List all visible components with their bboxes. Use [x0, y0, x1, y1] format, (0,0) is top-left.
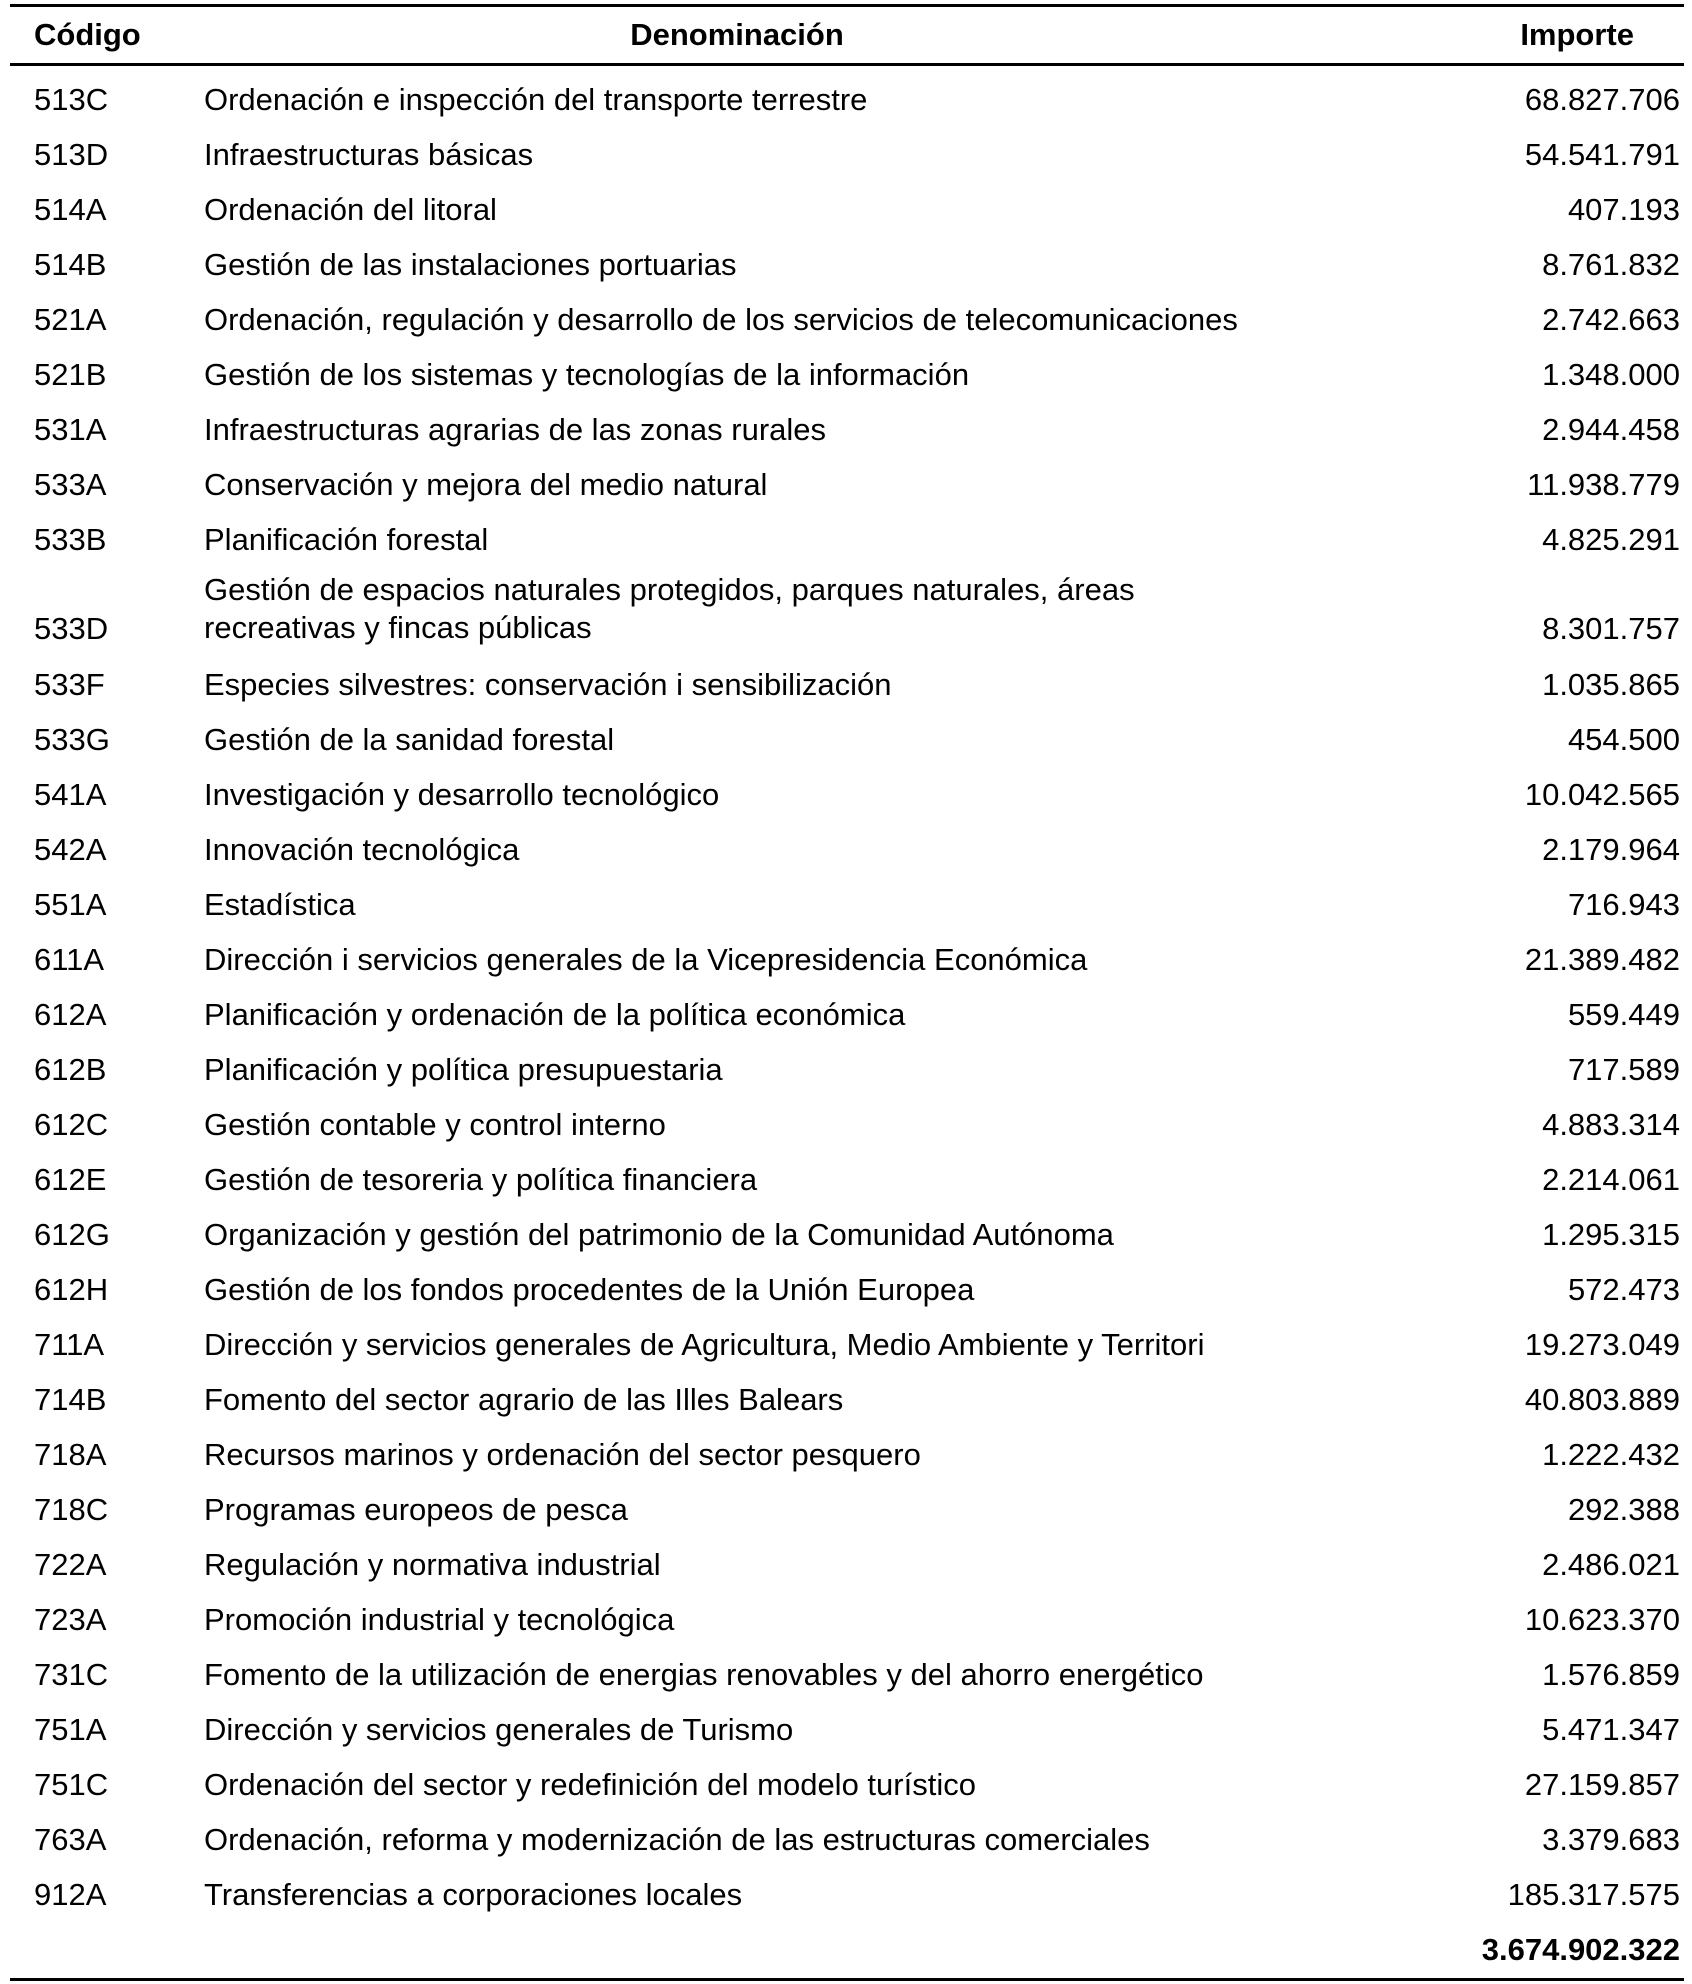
row-amount: 716.943	[1567, 886, 1680, 922]
table-row	[10, 877, 1684, 932]
row-name: Investigación y desarrollo tecnológico	[204, 776, 720, 812]
row-code: 723A	[34, 1601, 107, 1637]
row-name: Dirección i servicios generales de la Vicepresidencia Económica	[204, 941, 1088, 977]
row-name: Gestión de los fondos procedentes de la Unión Europea	[204, 1271, 975, 1307]
row-name: Dirección y servicios generales de Agricultura, Medio Ambiente y Territori	[204, 1326, 1205, 1362]
table-row	[10, 1372, 1684, 1427]
row-name: Ordenación, reforma y modernización de las estructuras comerciales	[204, 1821, 1150, 1857]
row-code: 612E	[34, 1161, 107, 1197]
row-name: Gestión de los sistemas y tecnologías de la información	[204, 356, 970, 392]
table-row	[10, 512, 1684, 567]
table-footer	[10, 1922, 1684, 1980]
table-row	[10, 657, 1684, 712]
row-name: Gestión de las instalaciones portuarias	[204, 246, 737, 282]
row-amount: 4.883.314	[1542, 1106, 1680, 1142]
row-amount: 1.576.859	[1542, 1656, 1680, 1692]
row-code: 751C	[34, 1766, 109, 1802]
row-code: 714B	[34, 1381, 107, 1417]
row-code: 533A	[34, 466, 107, 502]
table-row	[10, 932, 1684, 987]
table-row	[10, 1207, 1684, 1262]
row-code: 513D	[34, 136, 109, 172]
row-name: Planificación forestal	[204, 521, 489, 557]
row-code: 763A	[34, 1821, 107, 1857]
table-row	[10, 567, 1684, 657]
row-name: Organización y gestión del patrimonio de la Comunidad Autónoma	[204, 1216, 1114, 1252]
row-code: 542A	[34, 831, 107, 867]
row-amount: 1.222.432	[1542, 1436, 1680, 1472]
row-name: Ordenación del litoral	[204, 191, 497, 227]
row-code: 541A	[34, 776, 107, 812]
header-row	[10, 6, 1684, 65]
table-row	[10, 1867, 1684, 1922]
total-spacer-name	[180, 1922, 1294, 1980]
row-code: 514B	[34, 246, 107, 282]
row-amount: 5.471.347	[1542, 1711, 1680, 1747]
row-name: Ordenación del sector y redefinición del modelo turístico	[204, 1766, 976, 1802]
row-name	[180, 567, 1294, 657]
row-name: Conservación y mejora del medio natural	[204, 466, 768, 502]
row-amount: 572.473	[1567, 1271, 1680, 1307]
row-name: Estadística	[204, 886, 356, 922]
row-code: 611A	[34, 941, 105, 977]
header-name: Denominación	[180, 6, 1294, 65]
table-row	[10, 65, 1684, 128]
table-row	[10, 1427, 1684, 1482]
row-name: Gestión de tesoreria y política financiera	[204, 1161, 758, 1197]
row-amount: 2.742.663	[1542, 301, 1680, 337]
row-amount: 40.803.889	[1524, 1381, 1680, 1417]
table-header	[10, 6, 1684, 65]
row-code: 533F	[34, 666, 105, 702]
row-amount: 8.301.757	[1542, 610, 1680, 646]
row-name: Regulación y normativa industrial	[204, 1546, 661, 1582]
row-code: 912A	[34, 1876, 107, 1912]
table-row	[10, 457, 1684, 512]
table-row	[10, 1262, 1684, 1317]
table-row	[10, 712, 1684, 767]
row-amount: 4.825.291	[1542, 521, 1680, 557]
row-code: 533D	[34, 610, 109, 646]
row-name: Transferencias a corporaciones locales	[204, 1876, 743, 1912]
table-row	[10, 987, 1684, 1042]
row-code: 612G	[34, 1216, 110, 1252]
total-amount: 3.674.902.322	[1294, 1922, 1684, 1980]
row-amount: 1.035.865	[1542, 666, 1680, 702]
row-name: Recursos marinos y ordenación del sector pesquero	[204, 1436, 921, 1472]
row-code: 612C	[34, 1106, 109, 1142]
row-amount: 8.761.832	[1542, 246, 1680, 282]
row-amount: 454.500	[1567, 721, 1680, 757]
table-row	[10, 1042, 1684, 1097]
table-row	[10, 402, 1684, 457]
row-amount: 19.273.049	[1524, 1326, 1680, 1362]
table-row	[10, 292, 1684, 347]
header-code: Código	[10, 6, 180, 65]
table-row	[10, 182, 1684, 237]
table-row	[10, 822, 1684, 877]
total-row	[10, 1922, 1684, 1980]
row-amount: 11.938.779	[1527, 466, 1680, 502]
row-amount: 292.388	[1567, 1491, 1680, 1527]
table-row	[10, 1317, 1684, 1372]
row-name-line: recreativas y fincas públicas	[204, 610, 592, 645]
row-amount: 10.623.370	[1524, 1601, 1680, 1637]
row-code: 722A	[34, 1546, 107, 1582]
row-amount: 21.389.482	[1524, 941, 1680, 977]
row-name: Planificación y política presupuestaria	[204, 1051, 723, 1087]
table-row	[10, 1702, 1684, 1757]
table-row	[10, 347, 1684, 402]
row-amount: 68.827.706	[1524, 81, 1680, 117]
row-amount: 185.317.575	[1507, 1876, 1680, 1912]
table-row	[10, 1592, 1684, 1647]
row-code: 521B	[34, 356, 107, 392]
row-name: Infraestructuras básicas	[204, 136, 534, 172]
row-code: 711A	[34, 1326, 105, 1362]
table-row	[10, 1097, 1684, 1152]
row-code: 531A	[34, 411, 107, 447]
row-amount: 2.944.458	[1542, 411, 1680, 447]
table-row	[10, 1482, 1684, 1537]
row-name: Promoción industrial y tecnológica	[204, 1601, 675, 1637]
row-code: 551A	[34, 886, 107, 922]
row-code: 718C	[34, 1491, 109, 1527]
budget-table	[10, 4, 1684, 1981]
row-amount: 54.541.791	[1524, 136, 1680, 172]
row-name-line: Gestión de espacios naturales protegidos, parques naturales, áreas	[204, 572, 1135, 607]
row-name: Especies silvestres: conservación i sensibilización	[204, 666, 892, 702]
row-code: 718A	[34, 1436, 107, 1472]
table-row	[10, 767, 1684, 822]
row-code: 751A	[34, 1711, 107, 1747]
table-row	[10, 1812, 1684, 1867]
row-name: Planificación y ordenación de la política económica	[204, 996, 906, 1032]
row-name: Ordenación e inspección del transporte terrestre	[204, 81, 868, 117]
row-amount: 559.449	[1567, 996, 1680, 1032]
row-code: 513C	[34, 81, 109, 117]
row-code: 612H	[34, 1271, 109, 1307]
row-code: 533G	[34, 721, 110, 757]
table-row	[10, 1757, 1684, 1812]
total-spacer-code	[10, 1922, 180, 1980]
row-name: Fomento de la utilización de energias renovables y del ahorro energético	[204, 1656, 1204, 1692]
table-row	[10, 127, 1684, 182]
row-name: Fomento del sector agrario de las Illes Balears	[204, 1381, 844, 1417]
row-amount: 717.589	[1567, 1051, 1680, 1087]
row-name: Innovación tecnológica	[204, 831, 520, 867]
row-code: 731C	[34, 1656, 109, 1692]
row-amount: 2.486.021	[1542, 1546, 1680, 1582]
row-name: Infraestructuras agrarias de las zonas rurales	[204, 411, 827, 447]
row-code: 612B	[34, 1051, 107, 1087]
row-amount: 2.179.964	[1542, 831, 1680, 867]
row-amount: 2.214.061	[1542, 1161, 1680, 1197]
table-body	[10, 65, 1684, 1923]
table-row	[10, 1647, 1684, 1702]
row-name: Gestión de la sanidad forestal	[204, 721, 615, 757]
row-amount: 3.379.683	[1542, 1821, 1680, 1857]
header-amount: Importe	[1294, 6, 1684, 65]
row-amount: 27.159.857	[1524, 1766, 1680, 1802]
row-name: Gestión contable y control interno	[204, 1106, 666, 1142]
row-amount: 10.042.565	[1524, 776, 1680, 812]
row-amount: 407.193	[1567, 191, 1680, 227]
row-amount: 1.348.000	[1542, 356, 1680, 392]
row-name: Programas europeos de pesca	[204, 1491, 628, 1527]
row-name: Dirección y servicios generales de Turismo	[204, 1711, 794, 1747]
row-amount: 1.295.315	[1542, 1216, 1680, 1252]
row-code: 612A	[34, 996, 107, 1032]
table-row	[10, 237, 1684, 292]
row-name: Ordenación, regulación y desarrollo de los servicios de telecomunicaciones	[204, 301, 1238, 337]
row-code: 533B	[34, 521, 107, 557]
table-row	[10, 1537, 1684, 1592]
row-code: 521A	[34, 301, 107, 337]
table-row	[10, 1152, 1684, 1207]
row-code: 514A	[34, 191, 107, 227]
